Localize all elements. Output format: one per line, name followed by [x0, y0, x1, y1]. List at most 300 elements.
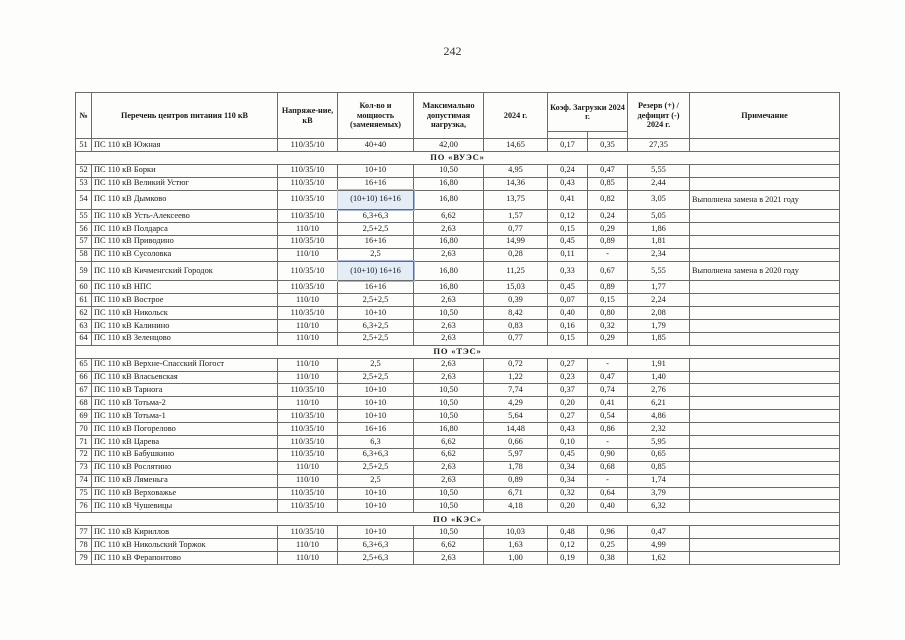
- year-load-cell: 1,22: [484, 371, 548, 384]
- load-coef-1-cell: 0,43: [548, 177, 588, 190]
- reserve-cell: 5,95: [628, 436, 690, 449]
- table-row: [76, 448, 840, 461]
- power-cell: 10+10: [338, 164, 414, 177]
- max-load-cell: 2,63: [414, 223, 484, 236]
- voltage-cell: 110/35/10: [278, 448, 338, 461]
- load-coef-2-cell: 0,29: [588, 223, 628, 236]
- load-coef-2-cell: 0,90: [588, 448, 628, 461]
- group-title: ПО «ВУЭС»: [76, 151, 840, 164]
- load-coef-1-cell: 0,15: [548, 223, 588, 236]
- load-coef-1-cell: 0,16: [548, 319, 588, 332]
- load-coef-1-cell: 0,37: [548, 384, 588, 397]
- row-number-cell: 56: [76, 223, 92, 236]
- load-coef-1-cell: 0,07: [548, 294, 588, 307]
- substation-name-cell: ПС 110 кВ Полдарса: [92, 223, 278, 236]
- power-cell: 2,5: [338, 358, 414, 371]
- reserve-cell: 2,24: [628, 294, 690, 307]
- table-row: [76, 423, 840, 436]
- table-row: [76, 164, 840, 177]
- power-cell: 10+10: [338, 410, 414, 423]
- year-load-cell: 1,63: [484, 539, 548, 552]
- max-load-cell: 10,50: [414, 307, 484, 320]
- max-load-cell: 10,50: [414, 526, 484, 539]
- load-coef-2-cell: 0,40: [588, 500, 628, 513]
- load-coef-2-cell: 0,96: [588, 526, 628, 539]
- note-cell: [690, 358, 840, 371]
- voltage-cell: 110/35/10: [278, 307, 338, 320]
- load-coef-2-cell: 0,89: [588, 281, 628, 294]
- substation-name-cell: ПС 110 кВ Никольск: [92, 307, 278, 320]
- substation-name-cell: ПС 110 кВ Вострое: [92, 294, 278, 307]
- table-row: [76, 190, 840, 210]
- year-load-cell: 5,97: [484, 448, 548, 461]
- max-load-cell: 10,50: [414, 487, 484, 500]
- load-coef-2-cell: -: [588, 358, 628, 371]
- table-row: [76, 235, 840, 248]
- year-load-cell: 14,48: [484, 423, 548, 436]
- substation-name-cell: ПС 110 кВ Борки: [92, 164, 278, 177]
- power-cell: 2,5+2,5: [338, 294, 414, 307]
- reserve-cell: 2,76: [628, 384, 690, 397]
- load-coef-1-cell: 0,40: [548, 307, 588, 320]
- substation-name-cell: ПС 110 кВ Погорелово: [92, 423, 278, 436]
- year-load-cell: 15,03: [484, 281, 548, 294]
- load-coef-2-cell: -: [588, 248, 628, 261]
- reserve-cell: 1,62: [628, 552, 690, 565]
- note-cell: [690, 500, 840, 513]
- table-row: [76, 384, 840, 397]
- note-cell: [690, 235, 840, 248]
- row-number-cell: 54: [76, 190, 92, 210]
- substation-name-cell: ПС 110 кВ Царева: [92, 436, 278, 449]
- voltage-cell: 110/10: [278, 358, 338, 371]
- power-cell: 2,5+2,5: [338, 371, 414, 384]
- load-coef-1-cell: 0,27: [548, 358, 588, 371]
- load-coef-1-cell: 0,23: [548, 371, 588, 384]
- load-coef-2-cell: 0,29: [588, 332, 628, 345]
- max-load-cell: 16,80: [414, 235, 484, 248]
- power-cell: 16+16: [338, 423, 414, 436]
- note-cell: [690, 371, 840, 384]
- row-number-cell: 69: [76, 410, 92, 423]
- note-cell: [690, 423, 840, 436]
- power-cell: 2,5+2,5: [338, 332, 414, 345]
- voltage-cell: 110/35/10: [278, 190, 338, 210]
- max-load-cell: 2,63: [414, 248, 484, 261]
- note-cell: [690, 526, 840, 539]
- substation-name-cell: ПС 110 кВ Зеленцово: [92, 332, 278, 345]
- table-row: [76, 474, 840, 487]
- row-number-cell: 67: [76, 384, 92, 397]
- reserve-cell: 5,55: [628, 164, 690, 177]
- load-coef-1-cell: 0,19: [548, 552, 588, 565]
- table-row: [76, 177, 840, 190]
- power-cell: 10+10: [338, 500, 414, 513]
- note-cell: [690, 319, 840, 332]
- substation-name-cell: ПС 110 кВ Власьевская: [92, 371, 278, 384]
- header-power: Кол-во и мощность (заменяемых): [338, 93, 414, 139]
- voltage-cell: 110/35/10: [278, 261, 338, 281]
- substation-name-cell: ПС 110 кВ Сусоловка: [92, 248, 278, 261]
- substation-name-cell: ПС 110 кВ Тотьма-2: [92, 397, 278, 410]
- load-coef-1-cell: 0,15: [548, 332, 588, 345]
- table-row: [76, 500, 840, 513]
- table-row: [76, 139, 840, 152]
- year-load-cell: 14,65: [484, 139, 548, 152]
- substation-name-cell: ПС 110 кВ Усть-Алексеево: [92, 210, 278, 223]
- load-coef-2-cell: 0,15: [588, 294, 628, 307]
- load-coef-2-cell: 0,35: [588, 139, 628, 152]
- reserve-cell: 2,08: [628, 307, 690, 320]
- load-coef-1-cell: 0,27: [548, 410, 588, 423]
- power-cell: 6,3+2,5: [338, 319, 414, 332]
- table-row: [76, 319, 840, 332]
- power-cell: 10+10: [338, 307, 414, 320]
- note-cell: [690, 248, 840, 261]
- row-number-cell: 68: [76, 397, 92, 410]
- voltage-cell: 110/35/10: [278, 436, 338, 449]
- year-load-cell: 0,77: [484, 332, 548, 345]
- substation-name-cell: ПС 110 кВ Кичменгский Городок: [92, 261, 278, 281]
- load-coef-2-cell: -: [588, 474, 628, 487]
- max-load-cell: 2,63: [414, 371, 484, 384]
- note-cell: [690, 294, 840, 307]
- substation-name-cell: ПС 110 кВ Верхне-Спасский Погост: [92, 358, 278, 371]
- power-cell: 6,3+6,3: [338, 210, 414, 223]
- row-number-cell: 77: [76, 526, 92, 539]
- reserve-cell: 3,79: [628, 487, 690, 500]
- voltage-cell: 110/10: [278, 461, 338, 474]
- year-load-cell: 0,66: [484, 436, 548, 449]
- row-number-cell: 63: [76, 319, 92, 332]
- year-load-cell: 0,77: [484, 223, 548, 236]
- year-load-cell: 1,57: [484, 210, 548, 223]
- row-number-cell: 57: [76, 235, 92, 248]
- load-coef-1-cell: 0,11: [548, 248, 588, 261]
- reserve-cell: 6,32: [628, 500, 690, 513]
- power-cell: 2,5+6,3: [338, 552, 414, 565]
- note-cell: [690, 384, 840, 397]
- row-number-cell: 73: [76, 461, 92, 474]
- substation-name-cell: ПС 110 кВ НПС: [92, 281, 278, 294]
- year-load-cell: 0,83: [484, 319, 548, 332]
- max-load-cell: 10,50: [414, 164, 484, 177]
- note-cell: Выполнена замена в 2021 году: [690, 190, 840, 210]
- note-cell: [690, 397, 840, 410]
- row-number-cell: 76: [76, 500, 92, 513]
- table-row: [76, 410, 840, 423]
- table-row: [76, 223, 840, 236]
- reserve-cell: 2,44: [628, 177, 690, 190]
- table-row: [76, 552, 840, 565]
- power-cell: 16+16: [338, 177, 414, 190]
- load-coef-2-cell: 0,82: [588, 190, 628, 210]
- row-number-cell: 66: [76, 371, 92, 384]
- load-coef-2-cell: 0,89: [588, 235, 628, 248]
- power-cell: 6,3+6,3: [338, 448, 414, 461]
- header-coef-sub-1: [548, 132, 588, 139]
- table-row: [76, 539, 840, 552]
- row-number-cell: 61: [76, 294, 92, 307]
- reserve-cell: 4,86: [628, 410, 690, 423]
- max-load-cell: 16,80: [414, 177, 484, 190]
- load-coef-1-cell: 0,34: [548, 461, 588, 474]
- substation-name-cell: ПС 110 кВ Бабушкино: [92, 448, 278, 461]
- power-cell: 10+10: [338, 487, 414, 500]
- voltage-cell: 110/10: [278, 332, 338, 345]
- load-coef-2-cell: 0,32: [588, 319, 628, 332]
- row-number-cell: 72: [76, 448, 92, 461]
- load-coef-1-cell: 0,12: [548, 539, 588, 552]
- header-coef-sub-2: [588, 132, 628, 139]
- note-cell: [690, 177, 840, 190]
- table-row: [76, 371, 840, 384]
- row-number-cell: 79: [76, 552, 92, 565]
- table-row: [76, 397, 840, 410]
- year-load-cell: 6,71: [484, 487, 548, 500]
- year-load-cell: 5,64: [484, 410, 548, 423]
- group-title: ПО «ТЭС»: [76, 345, 840, 358]
- max-load-cell: 2,63: [414, 358, 484, 371]
- table-row: [76, 281, 840, 294]
- table-row: [76, 307, 840, 320]
- reserve-cell: 0,85: [628, 461, 690, 474]
- year-load-cell: 0,28: [484, 248, 548, 261]
- header-max-load: Максимально допустимая нагрузка,: [414, 93, 484, 139]
- voltage-cell: 110/10: [278, 248, 338, 261]
- substation-name-cell: ПС 110 кВ Чушевицы: [92, 500, 278, 513]
- load-coef-1-cell: 0,20: [548, 397, 588, 410]
- max-load-cell: 2,63: [414, 319, 484, 332]
- power-cell: 2,5+2,5: [338, 223, 414, 236]
- substation-name-cell: ПС 110 кВ Верховажье: [92, 487, 278, 500]
- row-number-cell: 78: [76, 539, 92, 552]
- header-year-load: 2024 г.: [484, 93, 548, 139]
- row-number-cell: 59: [76, 261, 92, 281]
- note-cell: [690, 307, 840, 320]
- load-coef-2-cell: -: [588, 436, 628, 449]
- year-load-cell: 0,89: [484, 474, 548, 487]
- load-coef-2-cell: 0,25: [588, 539, 628, 552]
- row-number-cell: 52: [76, 164, 92, 177]
- year-load-cell: 8,42: [484, 307, 548, 320]
- substation-name-cell: ПС 110 кВ Ляменьга: [92, 474, 278, 487]
- year-load-cell: 0,72: [484, 358, 548, 371]
- table-row: [76, 487, 840, 500]
- max-load-cell: 6,62: [414, 436, 484, 449]
- year-load-cell: 7,74: [484, 384, 548, 397]
- power-cell: 16+16: [338, 235, 414, 248]
- row-number-cell: 62: [76, 307, 92, 320]
- note-cell: [690, 448, 840, 461]
- load-coef-2-cell: 0,41: [588, 397, 628, 410]
- load-coef-2-cell: 0,86: [588, 423, 628, 436]
- load-coef-1-cell: 0,43: [548, 423, 588, 436]
- header-reserve: Резерв (+) / дефицит (-) 2024 г.: [628, 93, 690, 139]
- row-number-cell: 74: [76, 474, 92, 487]
- group-header-row: [76, 345, 840, 358]
- substation-name-cell: ПС 110 кВ Приводино: [92, 235, 278, 248]
- load-coef-2-cell: 0,80: [588, 307, 628, 320]
- note-cell: [690, 281, 840, 294]
- power-cell: 10+10: [338, 526, 414, 539]
- power-cell: 2,5: [338, 474, 414, 487]
- table-row: [76, 436, 840, 449]
- year-load-cell: 13,75: [484, 190, 548, 210]
- power-cell: 6,3+6,3: [338, 539, 414, 552]
- power-cell: 40+40: [338, 139, 414, 152]
- reserve-cell: 2,34: [628, 248, 690, 261]
- max-load-cell: 2,63: [414, 461, 484, 474]
- note-cell: [690, 210, 840, 223]
- table-row: [76, 332, 840, 345]
- load-coef-1-cell: 0,41: [548, 190, 588, 210]
- reserve-cell: 1,85: [628, 332, 690, 345]
- reserve-cell: 1,81: [628, 235, 690, 248]
- voltage-cell: 110/35/10: [278, 423, 338, 436]
- power-cell: 10+10: [338, 384, 414, 397]
- voltage-cell: 110/35/10: [278, 526, 338, 539]
- table-row: [76, 526, 840, 539]
- year-load-cell: 10,03: [484, 526, 548, 539]
- note-cell: [690, 139, 840, 152]
- power-cell: (10+10) 16+16: [338, 261, 414, 281]
- row-number-cell: 60: [76, 281, 92, 294]
- voltage-cell: 110/10: [278, 552, 338, 565]
- load-coef-2-cell: 0,67: [588, 261, 628, 281]
- reserve-cell: 1,86: [628, 223, 690, 236]
- reserve-cell: 1,91: [628, 358, 690, 371]
- table-row: [76, 294, 840, 307]
- max-load-cell: 16,80: [414, 281, 484, 294]
- voltage-cell: 110/35/10: [278, 210, 338, 223]
- power-cell: 16+16: [338, 281, 414, 294]
- note-cell: [690, 461, 840, 474]
- row-number-cell: 55: [76, 210, 92, 223]
- voltage-cell: 110/35/10: [278, 177, 338, 190]
- load-coef-1-cell: 0,20: [548, 500, 588, 513]
- load-coef-1-cell: 0,34: [548, 474, 588, 487]
- voltage-cell: 110/35/10: [278, 139, 338, 152]
- header-name: Перечень центров питания 110 кВ: [92, 93, 278, 139]
- reserve-cell: 1,74: [628, 474, 690, 487]
- load-coef-2-cell: 0,47: [588, 371, 628, 384]
- substation-table: [75, 92, 840, 565]
- note-cell: [690, 487, 840, 500]
- table-row: [76, 358, 840, 371]
- load-coef-2-cell: 0,24: [588, 210, 628, 223]
- year-load-cell: 11,25: [484, 261, 548, 281]
- max-load-cell: 6,62: [414, 448, 484, 461]
- table-row: [76, 248, 840, 261]
- load-coef-2-cell: 0,74: [588, 384, 628, 397]
- max-load-cell: 10,50: [414, 500, 484, 513]
- load-coef-2-cell: 0,85: [588, 177, 628, 190]
- voltage-cell: 110/10: [278, 397, 338, 410]
- voltage-cell: 110/35/10: [278, 487, 338, 500]
- table-row: [76, 461, 840, 474]
- reserve-cell: 6,21: [628, 397, 690, 410]
- group-header-row: [76, 151, 840, 164]
- load-coef-2-cell: 0,38: [588, 552, 628, 565]
- reserve-cell: 0,65: [628, 448, 690, 461]
- reserve-cell: 1,40: [628, 371, 690, 384]
- reserve-cell: 0,47: [628, 526, 690, 539]
- voltage-cell: 110/35/10: [278, 281, 338, 294]
- voltage-cell: 110/35/10: [278, 384, 338, 397]
- substation-name-cell: ПС 110 кВ Великий Устюг: [92, 177, 278, 190]
- voltage-cell: 110/10: [278, 223, 338, 236]
- group-header-row: [76, 513, 840, 526]
- table-row: [76, 261, 840, 281]
- load-coef-1-cell: 0,10: [548, 436, 588, 449]
- max-load-cell: 10,50: [414, 384, 484, 397]
- note-cell: [690, 552, 840, 565]
- max-load-cell: 10,50: [414, 397, 484, 410]
- max-load-cell: 42,00: [414, 139, 484, 152]
- year-load-cell: 14,36: [484, 177, 548, 190]
- header-voltage: Напряже-ние, кВ: [278, 93, 338, 139]
- max-load-cell: 16,80: [414, 423, 484, 436]
- load-coef-2-cell: 0,64: [588, 487, 628, 500]
- substation-name-cell: ПС 110 кВ Дымково: [92, 190, 278, 210]
- row-number-cell: 53: [76, 177, 92, 190]
- substation-name-cell: ПС 110 кВ Никольский Торжок: [92, 539, 278, 552]
- year-load-cell: 1,00: [484, 552, 548, 565]
- voltage-cell: 110/35/10: [278, 235, 338, 248]
- max-load-cell: 6,62: [414, 539, 484, 552]
- max-load-cell: 16,80: [414, 261, 484, 281]
- load-coef-1-cell: 0,45: [548, 235, 588, 248]
- reserve-cell: 1,79: [628, 319, 690, 332]
- reserve-cell: 3,05: [628, 190, 690, 210]
- max-load-cell: 10,50: [414, 410, 484, 423]
- load-coef-1-cell: 0,45: [548, 448, 588, 461]
- power-cell: 6,3: [338, 436, 414, 449]
- reserve-cell: 27,35: [628, 139, 690, 152]
- max-load-cell: 6,62: [414, 210, 484, 223]
- voltage-cell: 110/10: [278, 319, 338, 332]
- note-cell: [690, 436, 840, 449]
- group-title: ПО «КЭС»: [76, 513, 840, 526]
- year-load-cell: 0,39: [484, 294, 548, 307]
- power-cell: 10+10: [338, 397, 414, 410]
- year-load-cell: 4,29: [484, 397, 548, 410]
- reserve-cell: 1,77: [628, 281, 690, 294]
- voltage-cell: 110/10: [278, 474, 338, 487]
- row-number-cell: 75: [76, 487, 92, 500]
- max-load-cell: 2,63: [414, 552, 484, 565]
- load-coef-2-cell: 0,68: [588, 461, 628, 474]
- note-cell: Выполнена замена в 2020 году: [690, 261, 840, 281]
- max-load-cell: 2,63: [414, 474, 484, 487]
- substation-table-wrapper: [75, 92, 839, 565]
- voltage-cell: 110/10: [278, 294, 338, 307]
- header-row: [76, 93, 840, 132]
- header-note: Примечание: [690, 93, 840, 139]
- note-cell: [690, 332, 840, 345]
- reserve-cell: 2,32: [628, 423, 690, 436]
- header-num: №: [76, 93, 92, 139]
- year-load-cell: 1,78: [484, 461, 548, 474]
- power-cell: (10+10) 16+16: [338, 190, 414, 210]
- year-load-cell: 4,95: [484, 164, 548, 177]
- reserve-cell: 5,05: [628, 210, 690, 223]
- substation-name-cell: ПС 110 кВ Южная: [92, 139, 278, 152]
- load-coef-1-cell: 0,32: [548, 487, 588, 500]
- load-coef-2-cell: 0,54: [588, 410, 628, 423]
- row-number-cell: 51: [76, 139, 92, 152]
